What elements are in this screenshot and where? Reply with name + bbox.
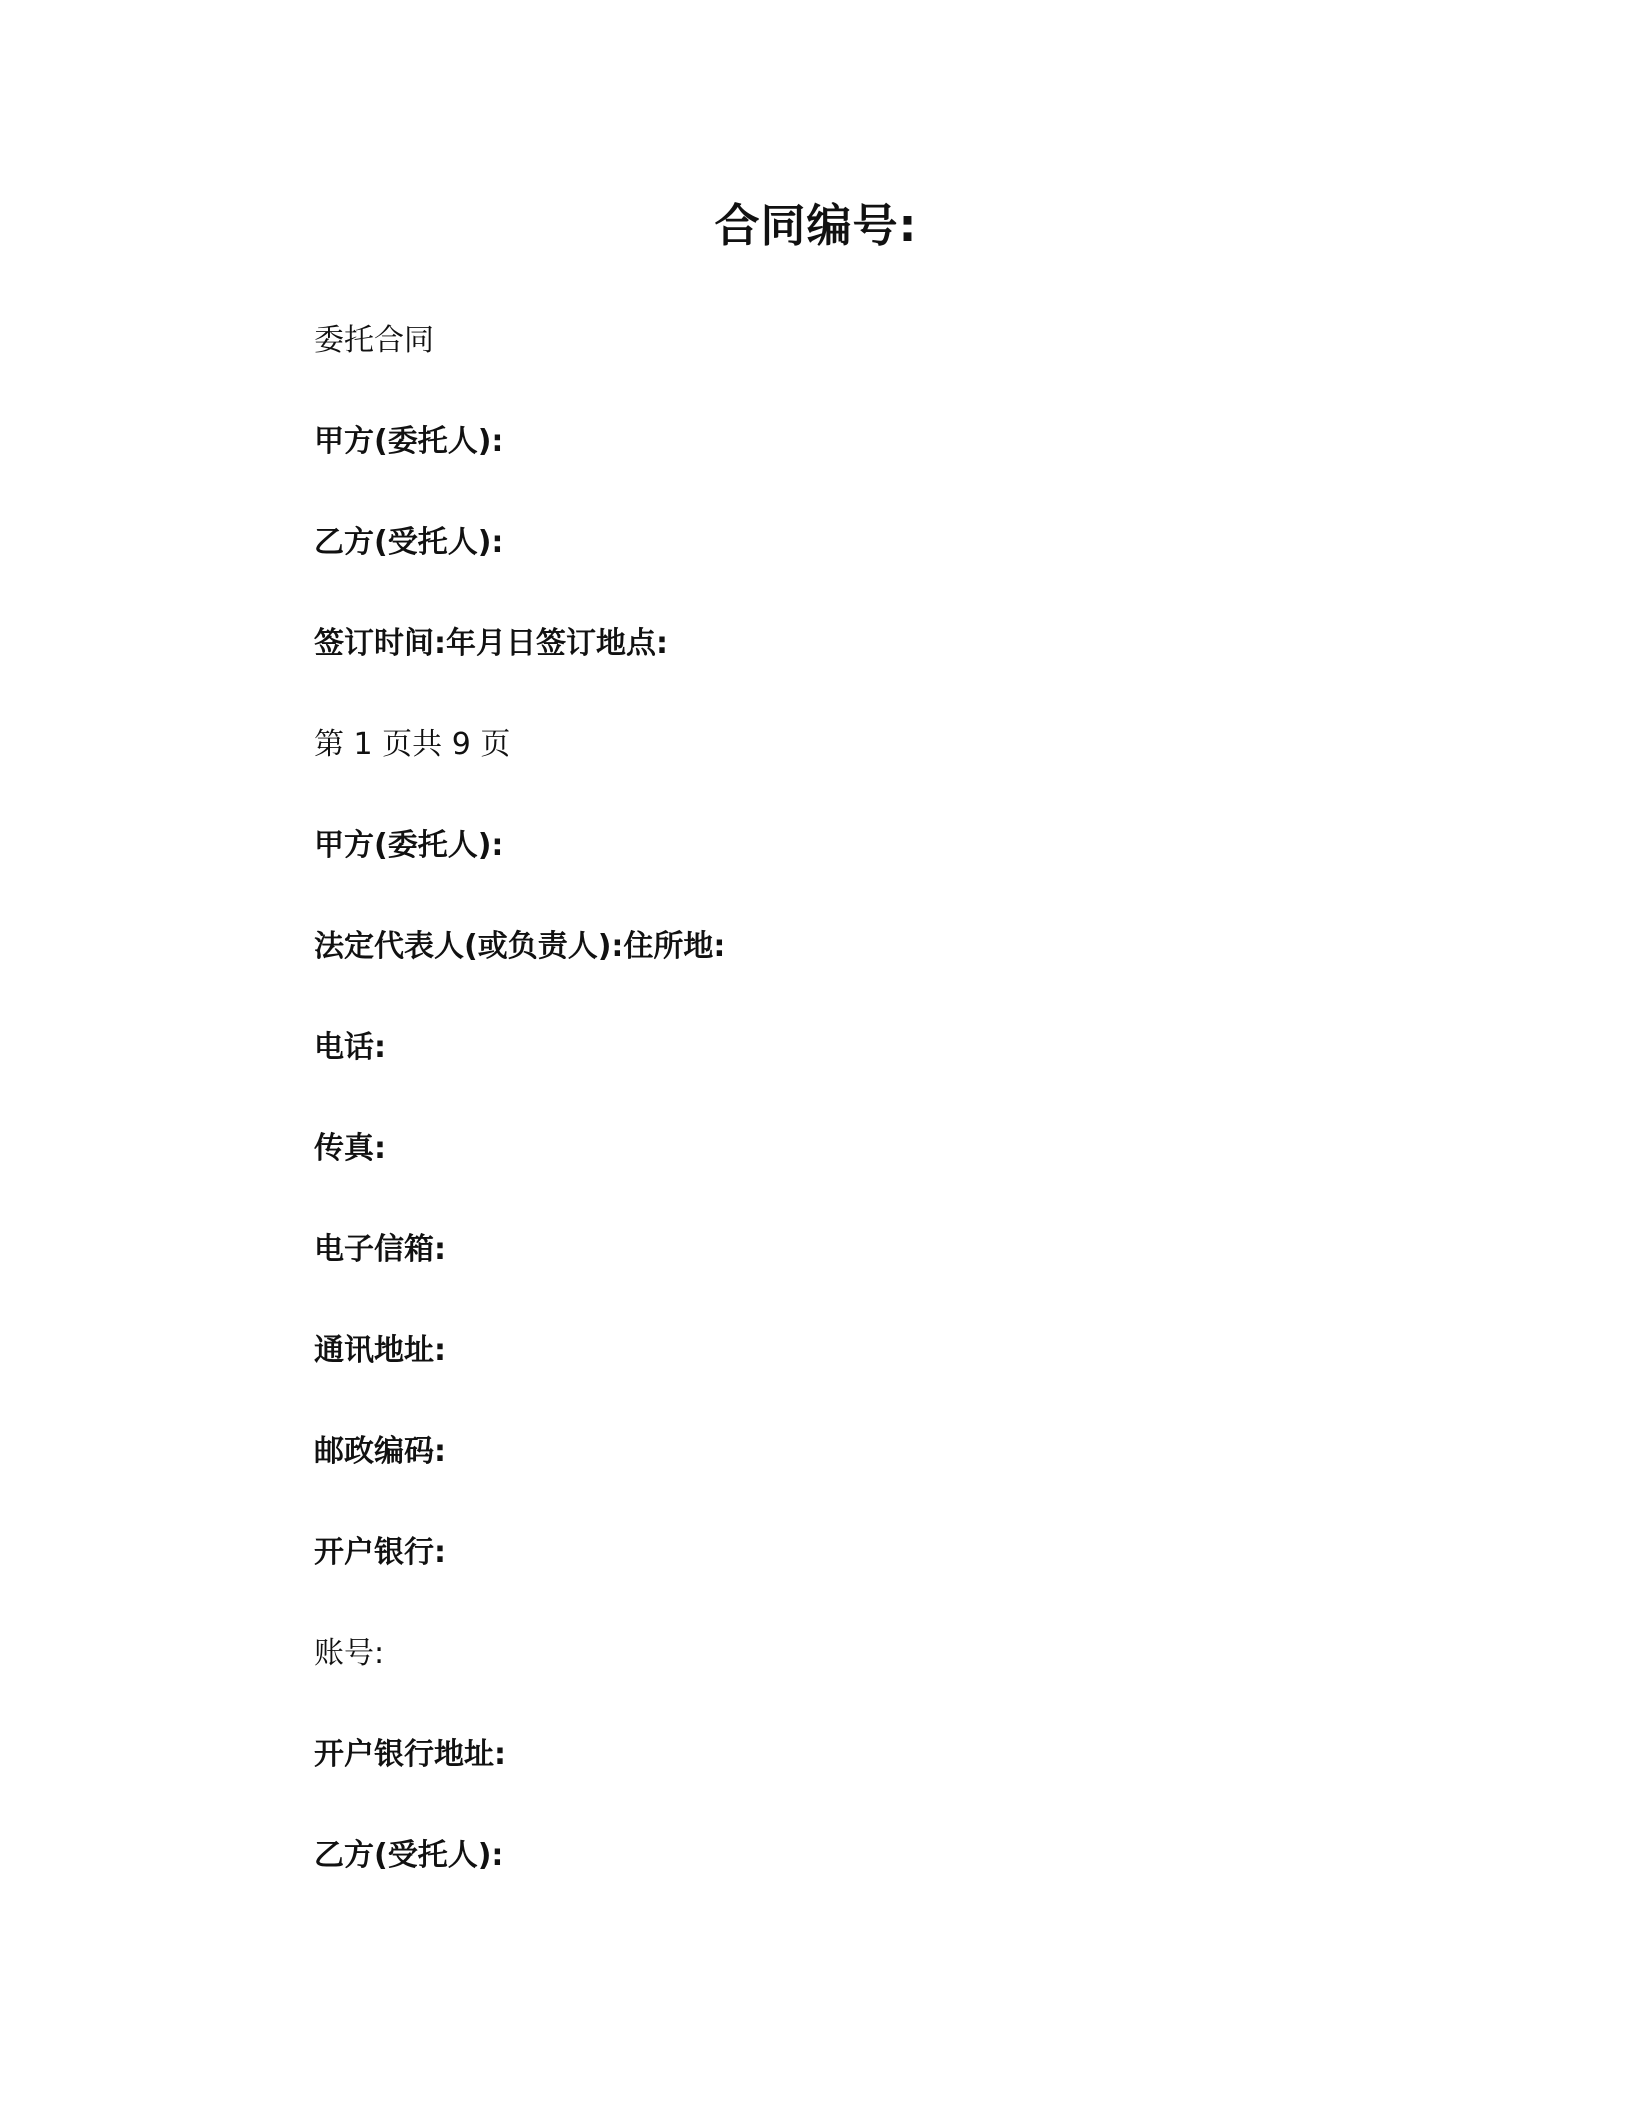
phone-label: 电话: xyxy=(314,1030,386,1065)
contract-type-label: 委托合同 xyxy=(314,323,434,358)
legal-representative-address-label: 法定代表人(或负责人):住所地: xyxy=(314,929,726,964)
party-a-section-heading: 甲方(委托人): xyxy=(314,828,504,863)
party-b-section-heading: 乙方(受托人): xyxy=(314,1838,504,1873)
party-b-label: 乙方(受托人): xyxy=(314,525,504,560)
fax-label: 传真: xyxy=(314,1131,386,1166)
bank-address-label: 开户银行地址: xyxy=(314,1737,506,1772)
email-label: 电子信箱: xyxy=(314,1232,446,1267)
page-title: 合同编号: xyxy=(714,199,918,252)
signing-time-place-label: 签订时间:年月日签订地点: xyxy=(314,626,668,661)
contract-field-list xyxy=(314,318,1514,1934)
account-number-label: 账号: xyxy=(314,1636,385,1671)
mailing-address-label: 通讯地址: xyxy=(314,1333,446,1368)
page-number-text: 第 1 页共 9 页 xyxy=(314,727,511,762)
postal-code-label: 邮政编码: xyxy=(314,1434,446,1469)
party-a-label: 甲方(委托人): xyxy=(314,424,504,459)
bank-label: 开户银行: xyxy=(314,1535,446,1570)
